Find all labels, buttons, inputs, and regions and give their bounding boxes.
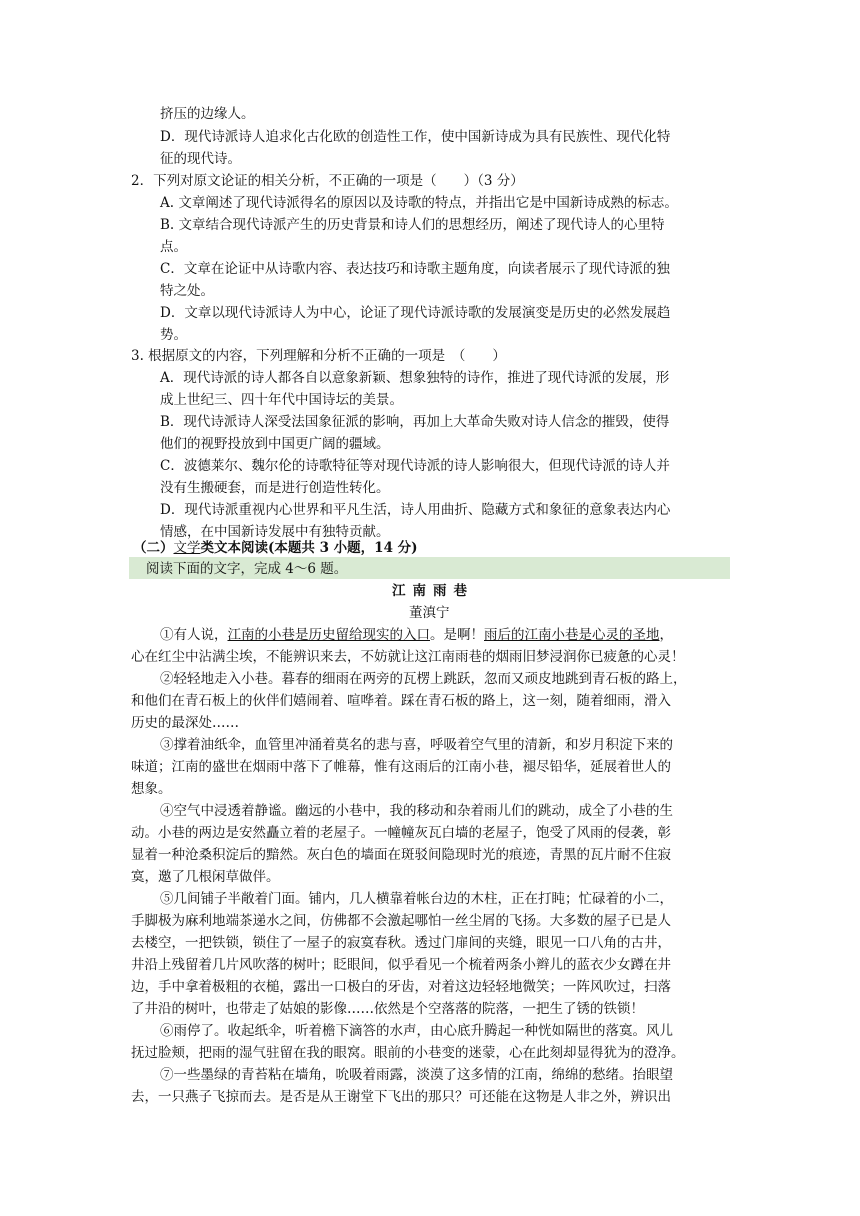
q3-option-c-continued: 没有生搬硬套，而是进行创造性转化。 (160, 480, 390, 496)
essay-line: 和他们在青石板上的伙伴们嬉闹着、喧哗着。踩在青石板的路上，这一刻，随着细雨，滑入 (131, 693, 671, 709)
essay-line: 去，一只燕子飞掠而去。是否是从王谢堂下飞出的那只？可还能在这物是人非之外，辨识出 (131, 1089, 671, 1105)
section2-suffix: 类文本阅读(本题共 3 小题，14 分) (200, 540, 418, 556)
q3-option-c: C．波德莱尔、魏尔伦的诗歌特征等对现代诗派的诗人影响很大，但现代诗派的诗人并 (160, 458, 670, 474)
q2-option-c-continued: 特之处。 (160, 283, 214, 299)
q2-option-d-continued: 势。 (160, 327, 187, 343)
q2-option-c: C．文章在论证中从诗歌内容、表达技巧和诗歌主题角度，向读者展示了现代诗派的独 (160, 261, 670, 277)
essay-line: 想象。 (131, 781, 172, 797)
q3-option-b-continued: 他们的视野投放到中国更广阔的疆域。 (160, 436, 390, 452)
q3-stem: 3. 根据原文的内容，下列理解和分析不正确的一项是 （ ） (131, 348, 506, 364)
essay-line: ⑥雨停了。收起纸伞，听着檐下滴答的水声，由心底升腾起一种恍如隔世的落寞。风儿 (160, 1023, 673, 1039)
essay-line: 动。小巷的两边是安然矗立着的老屋子。一幢幢灰瓦白墙的老屋子，饱受了风雨的侵袭，彰 (131, 825, 671, 841)
essay-author: 董滇宁 (409, 605, 450, 621)
essay-line: ②轻轻地走入小巷。暮春的细雨在两旁的瓦楞上跳跃，忽而又顽皮地跳到青石板的路上， (160, 671, 687, 687)
essay-line: 边，手中拿着极粗的衣槌，露出一口极白的牙齿，对着这边轻轻地微笑；一阵风吹过，扫落 (131, 979, 671, 995)
p1-segment-a: ①有人说， (160, 627, 228, 643)
section2-prefix: （二） (133, 540, 174, 556)
essay-line: 抚过脸颊，把雨的湿气驻留在我的眼窝。眼前的小巷变的迷蒙，心在此刻却显得犹为的澄净。 (131, 1045, 685, 1061)
q1-option-d: D．现代诗派诗人追求化古化欧的创造性工作，使中国新诗成为具有民族性、现代化特 (160, 129, 671, 145)
essay-line: ④空气中浸透着静谧。幽远的小巷中，我的移动和杂着雨儿们的跳动，成全了小巷的生 (160, 803, 673, 819)
instruction-text: 阅读下面的文字，完成 4～6 题。 (146, 561, 348, 577)
essay-line: 去楼空，一把铁锁，锁住了一屋子的寂寞春秋。透过门扉间的夹缝，眼见一口八角的古井， (131, 935, 671, 951)
essay-line: 井沿上残留着几片风吹落的树叶；眨眼间，似乎看见一个梳着两条小辫儿的蓝衣少女蹲在井 (131, 957, 671, 973)
essay-line: 手脚极为麻利地端茶递水之间，仿佛都不会激起哪怕一丝尘屑的飞扬。大多数的屋子已是人 (131, 913, 671, 929)
q3-option-d-continued: 情感，在中国新诗发展中有独特贡献。 (160, 524, 390, 540)
essay-line: 显着一种沧桑积淀后的黯然。灰白色的墙面在斑驳间隐现时光的痕迹，青黑的瓦片耐不住寂 (131, 847, 671, 863)
q3-option-a: A．现代诗派的诗人都各自以意象新颖、想象独特的诗作，推进了现代诗派的发展，形 (160, 370, 670, 386)
q3-option-b: B．现代诗派诗人深受法国象征派的影响，再加上大革命失败对诗人信念的摧毁，使得 (160, 414, 670, 430)
section2-link[interactable]: 文学 (173, 540, 201, 556)
p1-underlined-sanctuary: 雨后的江南小巷是心灵的圣地 (484, 627, 660, 643)
essay-line: 心在红尘中沾满尘埃，不能辨识来去，不妨就让这江南雨巷的烟雨旧梦浸润你已疲惫的心灵！ (131, 649, 685, 665)
q2-option-a: A. 文章阐述了现代诗派得名的原因以及诗歌的特点，并指出它是中国新诗成熟的标志。 (160, 195, 678, 211)
essay-line: ⑦一些墨绿的青苔粘在墙角，吮吸着雨露，淡漠了这多情的江南，绵绵的愁绪。抬眼望 (160, 1067, 673, 1083)
essay-line: 寞，邀了几根闲草做伴。 (131, 869, 280, 885)
essay-line: 历史的最深处…… (131, 715, 239, 731)
q3-option-a-continued: 成上世纪三、四十年代中国诗坛的美景。 (160, 392, 403, 408)
q2-option-d: D．文章以现代诗派诗人为中心，论证了现代诗派诗歌的发展演变是历史的必然发展趋 (160, 305, 671, 321)
q2-option-b: B. 文章结合现代诗派产生的历史背景和诗人们的思想经历，阐述了现代诗人的心里特 (160, 217, 665, 233)
p1-segment-c: 。是啊！ (430, 627, 484, 643)
section2-heading (133, 538, 418, 558)
p1-segment-e: ， (659, 627, 673, 643)
essay-paragraph-1-line-1 (160, 625, 673, 645)
essay-line: ③撑着油纸伞，血管里冲涌着莫名的悲与喜，呼吸着空气里的清新，和岁月积淀下来的 (160, 737, 673, 753)
essay-line: 了井沿的树叶，也带走了姑娘的影像……依然是个空落落的院落，一把生了锈的铁锁！ (131, 1001, 644, 1017)
essay-line: 味道；江南的盛世在烟雨中落下了帷幕，惟有这雨后的江南小巷，褪尽铅华，延展着世人的 (131, 759, 671, 775)
p1-underlined-entrance: 江南的小巷是历史留给现实的入口 (227, 627, 430, 643)
q1-option-d-continued: 征的现代诗。 (160, 151, 241, 167)
essay-title: 江南雨巷 (392, 583, 474, 599)
q3-option-d: D．现代诗派重视内心世界和平凡生活，诗人用曲折、隐藏方式和象征的意象表达内心 (160, 502, 671, 518)
q1-option-c-continued: 挤压的边缘人。 (160, 106, 255, 122)
q2-stem: 2．下列对原文论证的相关分析，不正确的一项是（ ）（3 分） (131, 173, 524, 189)
q2-option-b-continued: 点。 (160, 239, 187, 255)
essay-line: ⑤几间铺子半敞着门面。铺内，几人横靠着帐台边的木柱，正在打盹；忙碌着的小二， (160, 891, 673, 907)
